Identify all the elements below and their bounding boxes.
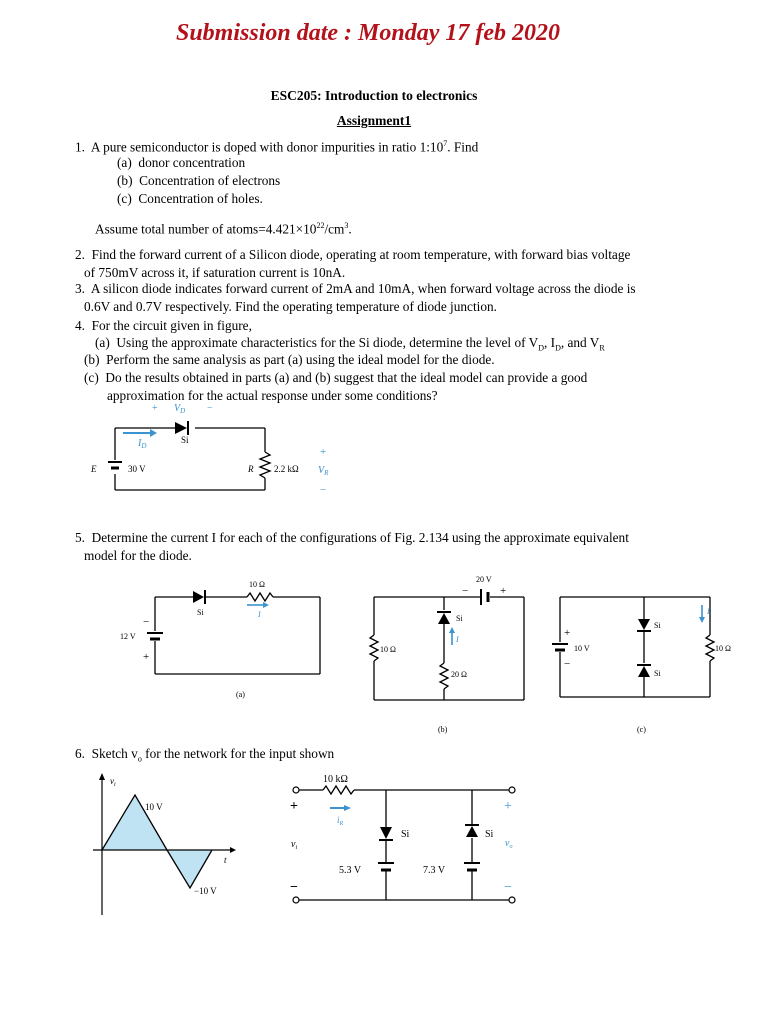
diode-icon (380, 827, 392, 839)
q5c-resistor-label: 10 Ω (715, 644, 731, 653)
q1-part-c: (c) Concentration of holes. (117, 191, 263, 206)
arrow-up-icon (449, 627, 455, 633)
q4-stem: 4. For the circuit given in figure, (75, 318, 252, 333)
q5b-r-left-label: 10 Ω (380, 645, 396, 654)
arrow-up-icon (99, 773, 105, 780)
q2-line1: 2. Find the forward current of a Silicon diode, operating at room temperature, with forward bias voltage (75, 247, 631, 262)
diode-icon (175, 422, 187, 434)
input-terminal-icon (293, 787, 299, 793)
diode-icon (638, 619, 650, 630)
q4-resistor-R: R (248, 464, 254, 474)
q5b-minus: − (462, 585, 469, 597)
q1-stem: 1. A pure semiconductor is doped with donor impurities in ratio $1:10^7$. Find (75, 139, 479, 155)
q4-diode-label: Si (181, 435, 189, 445)
q6-resistor-label: 10 kΩ (323, 774, 348, 785)
q4-vd-plus: + (152, 403, 158, 414)
diode-icon (466, 826, 478, 837)
diode-icon (438, 613, 450, 624)
output-terminal-icon (509, 787, 515, 793)
q5a-caption: (a) (236, 690, 245, 699)
q1-assumption: Assume total number of $atoms=4.421\times 10^{22}/cm^3$. (95, 221, 352, 237)
q5a-minus: − (143, 616, 150, 628)
q6-current-label: $i_R$ (337, 815, 344, 827)
q5b-source-label: 20 V (476, 575, 492, 584)
q5b-diode-label: Si (456, 614, 463, 623)
q5b-r-right-label: 20 Ω (451, 670, 467, 679)
q6-diode2-label: Si (485, 829, 494, 840)
q6-peak-neg: −10 V (194, 886, 217, 896)
q3-line2: 0.6V and 0.7V respectively. Find the operating temperature of diode junction. (84, 299, 497, 314)
q6-network (285, 770, 525, 915)
diode-icon (193, 591, 204, 603)
q3-line1: 3. A silicon diode indicates forward current of 2mA and 10mA, when forward voltage across the diode is (75, 281, 636, 296)
q5b-plus: + (500, 585, 507, 597)
q4-vd-label: $V_D$ (174, 403, 186, 415)
q6-battery1-label: 5.3 V (339, 865, 362, 876)
q6-stem: 6. Sketch $v_o$ for the network for the input shown (75, 746, 335, 764)
input-terminal-icon (293, 897, 299, 903)
q6-input-waveform (90, 770, 250, 920)
q5b-caption: (b) (438, 725, 448, 734)
waveform-negative-fill (167, 850, 212, 888)
q4-source-value: 30 V (128, 464, 146, 474)
q5c-minus: − (564, 658, 571, 670)
q4-vr-label: $V_R$ (318, 465, 329, 477)
q6-vout-minus: − (504, 880, 512, 895)
q5c-diode1-label: Si (654, 621, 661, 630)
q5a-diode-label: Si (197, 608, 204, 617)
arrow-right-icon (150, 429, 157, 437)
q5a-source-label: 12 V (120, 632, 136, 641)
q4-vr-minus: − (320, 484, 327, 496)
q5c-source-label: 10 V (574, 644, 590, 653)
q6-diode1-label: Si (401, 829, 410, 840)
arrow-right-icon (344, 805, 351, 811)
output-terminal-icon (509, 897, 515, 903)
q4-part-c: (c) Do the results obtained in parts (a) and (b) suggest that the ideal model can provide a good (84, 370, 588, 385)
q6-vout-label: $v_o$ (505, 838, 513, 850)
q6-vin-minus: − (290, 880, 298, 895)
q6-peak-pos: 10 V (145, 802, 163, 812)
q5c-diode2-label: Si (654, 669, 661, 678)
q4-vd-minus: − (207, 403, 213, 414)
q5b-current-label: I (456, 635, 459, 644)
q4-vr-plus: + (320, 446, 327, 458)
q5a-current-label: I (258, 610, 261, 619)
arrow-down-icon (699, 617, 705, 623)
q6-vout-plus: + (504, 799, 512, 814)
q6-t-label: t (224, 855, 227, 865)
q5-fig-c (548, 585, 748, 740)
q5-line1: 5. Determine the current I for each of the configurations of Fig. 2.134 using the approximate equivalent (75, 530, 629, 545)
q4-circuit-diagram (90, 400, 350, 500)
q5-fig-b (360, 570, 540, 740)
q5-line2: model for the diode. (84, 548, 192, 563)
q5a-plus: + (143, 651, 150, 663)
q1-part-b: (b) Concentration of electrons (117, 173, 281, 188)
q4-part-c-line2: approximation for the actual response under some conditions? (107, 388, 438, 403)
q5-fig-a (115, 575, 335, 710)
assignment-title: Assignment1 (336, 113, 412, 128)
q4-resistor-value: 2.2 kΩ (274, 464, 299, 474)
q5c-caption: (c) (637, 725, 646, 734)
q6-vin-plus: + (290, 799, 298, 814)
submission-date: Submission date : Monday 17 feb 2020 (175, 20, 561, 46)
arrow-right-icon (230, 847, 236, 853)
q5a-resistor-label: 10 Ω (249, 580, 265, 589)
q5c-plus: + (564, 627, 571, 639)
q4-id-label: $I_D$ (138, 438, 147, 450)
q4-source-E: E (91, 464, 97, 474)
q6-vin-label: $v_i$ (291, 839, 298, 851)
q1-part-a: (a) donor concentration (117, 155, 246, 170)
q6-battery2-label: 7.3 V (423, 865, 446, 876)
diode-icon (638, 666, 650, 677)
q6-axis-label: $v_i$ (110, 776, 116, 788)
q2-line2: of 750mV across it, if saturation current is 10nA. (84, 265, 346, 280)
q5c-current-label: I (707, 607, 710, 616)
course-title: ESC205: Introduction to electronics (270, 88, 478, 103)
q4-part-b: (b) Perform the same analysis as part (a) using the ideal model for the diode. (84, 352, 495, 367)
q4-part-a: (a) Using the approximate characteristics for the Si diode, determine the level of $V_D$, $I_D$, and $V_R$ (95, 335, 605, 353)
arrow-right-icon (263, 602, 269, 608)
